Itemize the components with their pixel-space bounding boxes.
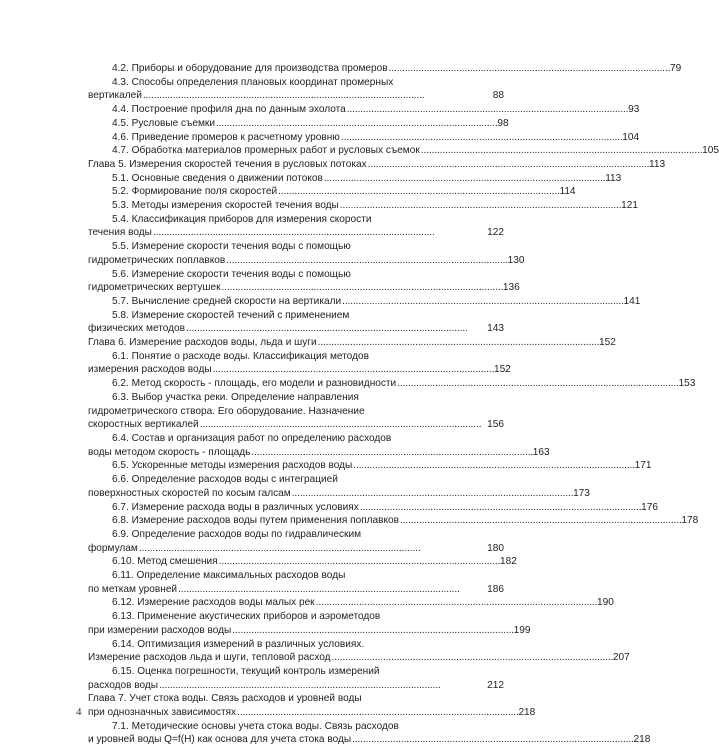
toc-entry[interactable]: [88, 295, 641, 309]
toc-entry[interactable]: [88, 117, 509, 131]
dot-leader: [367, 158, 649, 172]
dot-leader: [351, 733, 633, 747]
toc-entry[interactable]: [88, 391, 504, 432]
toc-entry-page: 153: [678, 378, 696, 390]
toc-entry-page: 199: [513, 624, 531, 636]
toc-entry[interactable]: [88, 144, 719, 158]
toc-entry-page: 122: [487, 227, 504, 239]
toc-entry-page: 79: [669, 63, 682, 74]
toc-entry-title: при измерении расходов воды: [88, 624, 232, 636]
dot-leader: [339, 199, 621, 213]
toc-entry-page: 93: [628, 104, 640, 116]
toc-entry-title: 6.6. Определение расходов воды с интеграцией: [112, 474, 338, 486]
toc-entry-page: 121: [621, 200, 638, 212]
toc-entry-page: 152: [493, 364, 511, 376]
toc-entry[interactable]: [88, 555, 517, 569]
toc-entry[interactable]: [88, 665, 504, 692]
dot-leader: [399, 514, 681, 528]
toc-entry-title: 6.4. Состав и организация работ по определению расходов: [112, 432, 392, 444]
dot-leader: [346, 103, 628, 117]
toc-entry-page: 207: [612, 652, 630, 664]
toc-entry-title: 5.3. Методы измерения скоростей течения воды: [112, 200, 339, 212]
dot-leader: [315, 596, 597, 610]
dot-leader: [199, 418, 487, 432]
toc-entry-title: 6.9. Определение расходов воды по гидравлическим: [112, 528, 362, 540]
toc-entry[interactable]: [88, 610, 531, 637]
toc-entry-page: 156: [487, 419, 504, 431]
toc-entry-page: 98: [497, 117, 509, 129]
dot-leader: [177, 583, 487, 597]
toc-entry-title: гидрометрического створа. Его оборудование. Назначение: [88, 405, 365, 417]
toc-entry-title: 4.6. Приведение промеров к расчетному уровню: [112, 131, 340, 143]
toc-entry-page: 180: [487, 542, 504, 554]
toc-entry[interactable]: [88, 501, 659, 515]
toc-entry-title: 4.7. Обработка материалов промерных работ и русловых съемок: [112, 145, 420, 157]
dot-leader: [185, 322, 487, 336]
toc-entry-title: 6.8. Измерение расходов воды путем применения поплавков: [112, 515, 400, 527]
dot-leader: [359, 501, 641, 515]
toc-entry[interactable]: [88, 459, 652, 473]
toc-entry[interactable]: [88, 158, 666, 172]
toc-entry-title: Глава 7. Учет стока воды. Связь расходов и уровней воды: [88, 693, 362, 705]
dot-leader: [218, 555, 500, 569]
dot-leader: [250, 446, 532, 460]
toc-entry-page: 105: [702, 145, 719, 157]
toc-entry-title: 4.2. Приборы и оборудование для производства промеров: [112, 63, 388, 74]
toc-entry[interactable]: [88, 172, 622, 186]
toc-entry-title: скоростных вертикалей: [88, 419, 199, 431]
toc-entry[interactable]: [88, 213, 504, 240]
toc-entry-title: 5.8. Измерение скоростей течений с применением: [112, 309, 350, 321]
toc-entry[interactable]: [88, 268, 520, 295]
toc-entry-page: 88: [492, 90, 504, 102]
dot-leader: [212, 363, 494, 377]
dot-leader: [420, 144, 702, 158]
toc-entry-title: физических методов: [88, 323, 186, 335]
toc-entry-page: 176: [641, 501, 659, 513]
toc-entry-title: 6.11. Определение максимальных расходов воды: [112, 570, 346, 582]
toc-entry-page: 143: [487, 323, 504, 335]
dot-leader: [215, 117, 497, 131]
dot-leader: [231, 624, 513, 638]
toc-entry-title: Измерение расходов льда и шуги, тепловой расход: [88, 652, 331, 664]
toc-entry[interactable]: [88, 185, 576, 199]
toc-entry-title: гидрометрических поплавков: [88, 254, 226, 266]
toc-entry-title: 5.4. Классификация приборов для измерения скорости: [112, 213, 372, 225]
dot-leader: [277, 185, 559, 199]
dot-leader: [317, 336, 599, 350]
toc-entry-page: 152: [598, 337, 616, 349]
toc-entry-title: 6.12. Измерение расходов воды малых рек: [112, 597, 315, 609]
toc-entry-title: 6.15. Оценка погрешности, текущий контроль измерений: [112, 665, 380, 677]
dot-leader: [142, 89, 493, 103]
toc-entry-title: измерения расходов воды: [88, 364, 212, 376]
toc-entry-title: 5.1. Основные сведения о движении потоков: [112, 172, 323, 184]
toc-entry[interactable]: [88, 432, 550, 459]
toc-entry[interactable]: [88, 199, 638, 213]
toc-entry[interactable]: [88, 692, 536, 719]
toc-entry-title: 6.3. Выбор участка реки. Определение направления: [112, 391, 359, 403]
dot-leader: [225, 254, 507, 268]
dot-leader: [396, 377, 678, 391]
toc-entry-title: по меткам уровней: [88, 583, 178, 595]
toc-entry-page: 171: [634, 460, 652, 472]
dot-leader: [340, 131, 622, 145]
toc-entry[interactable]: [88, 103, 640, 117]
toc-entry-title: 6.14. Оптимизация измерений в различных условиях.: [112, 638, 365, 650]
toc-entry-title: 5.2. Формирование поля скоростей: [112, 186, 278, 198]
toc-entry-title: 5.6. Измерение скорости течения воды с помощью: [112, 268, 351, 280]
toc-entry-title: 6.2. Метод скорость - площадь, его модели и разновидности: [112, 378, 397, 390]
toc-entry-title: поверхностных скоростей по косым галсам: [88, 487, 291, 499]
page-number: 4: [76, 706, 82, 718]
toc-entry-title: воды методом скорость - площадь: [88, 446, 251, 458]
toc-entry[interactable]: [88, 596, 614, 610]
toc-entry-page: 163: [532, 446, 550, 458]
toc-entry-title: 4.5. Русловые съемки: [112, 117, 215, 129]
toc-entry-page: 113: [605, 172, 622, 184]
toc-entry-page: 173: [573, 487, 590, 499]
toc-entry-title: вертикалей: [88, 90, 142, 102]
toc-entry-title: при однозначных зависимостях: [88, 707, 237, 719]
toc-entry-title: расходов воды: [88, 679, 159, 691]
toc-entry-page: 113: [648, 158, 666, 170]
toc-entry-title: 4.3. Способы определения плановых координат промерных: [112, 76, 394, 88]
dot-leader: [152, 226, 487, 240]
toc-entry[interactable]: [88, 528, 504, 555]
dot-leader: [221, 281, 503, 295]
toc-entry-page: 130: [507, 254, 525, 266]
toc-entry-title: формулам: [88, 542, 138, 554]
toc-entry-title: Глава 5. Измерения скоростей течения в русловых потоках: [88, 158, 367, 170]
toc-entry[interactable]: [88, 473, 590, 500]
dot-leader: [236, 706, 518, 720]
dot-leader: [138, 542, 487, 556]
toc-entry[interactable]: [88, 131, 640, 145]
toc-entry-title: и уровней воды Q=f(H) как основа для учета стока воды: [88, 734, 352, 746]
dot-leader: [341, 295, 623, 309]
toc-entry-title: Глава 6. Измерение расходов воды, льда и шуги: [88, 337, 317, 349]
toc-entry[interactable]: [88, 638, 630, 665]
toc-entry-page: 218: [518, 707, 536, 719]
toc-entry[interactable]: [88, 514, 699, 528]
toc-entry[interactable]: [88, 62, 682, 76]
toc-entry[interactable]: [88, 720, 651, 747]
toc-entry[interactable]: [88, 76, 504, 103]
toc-entry-title: 6.1. Понятие о расходе воды. Классификация методов: [112, 350, 369, 362]
toc-entry-title: 5.7. Вычисление средней скорости на вертикали: [112, 295, 342, 307]
toc-entry-page: 218: [633, 734, 651, 746]
toc-entry-page: 136: [502, 282, 520, 294]
dot-leader: [323, 172, 605, 186]
toc-entry-page: 190: [596, 597, 614, 609]
toc-entry-page: 141: [623, 295, 641, 307]
toc-entry-page: 114: [559, 186, 576, 198]
toc-entry-page: 186: [487, 583, 504, 595]
toc-entry-title: гидрометрических вертушек: [88, 282, 221, 294]
toc-entry[interactable]: [88, 350, 511, 377]
table-of-contents: [88, 62, 719, 747]
toc-entry-page: 104: [622, 131, 640, 143]
toc-entry-title: 6.5. Ускоренные методы измерения расходов воды: [112, 460, 353, 472]
toc-entry-title: 6.7. Измерение расхода воды в различных условиях: [112, 501, 359, 513]
toc-entry[interactable]: [88, 377, 696, 391]
dot-leader: [291, 487, 573, 501]
dot-leader: [352, 459, 634, 473]
dot-leader: [388, 62, 670, 76]
toc-entry[interactable]: [88, 240, 525, 267]
dot-leader: [331, 651, 613, 665]
toc-entry-page: 178: [681, 515, 699, 527]
toc-entry-page: 212: [487, 679, 504, 691]
toc-entry-title: 6.13. Применение акустических приборов и аэрометодов: [112, 611, 381, 623]
toc-entry-title: 7.1. Методические основы учета стока воды. Связь расходов: [112, 720, 399, 732]
dot-leader: [158, 679, 487, 693]
toc-entry-title: 4.4. Построение профиля дна по данным эхолота: [112, 104, 346, 116]
toc-entry-title: течения воды: [88, 227, 152, 239]
toc-entry[interactable]: [88, 569, 504, 596]
toc-entry-page: 182: [500, 556, 517, 568]
toc-entry[interactable]: [88, 336, 616, 350]
toc-entry-title: 6.10. Метод смешения: [112, 556, 218, 568]
toc-entry[interactable]: [88, 309, 504, 336]
toc-entry-title: 5.5. Измерение скорости течения воды с помощью: [112, 241, 351, 253]
